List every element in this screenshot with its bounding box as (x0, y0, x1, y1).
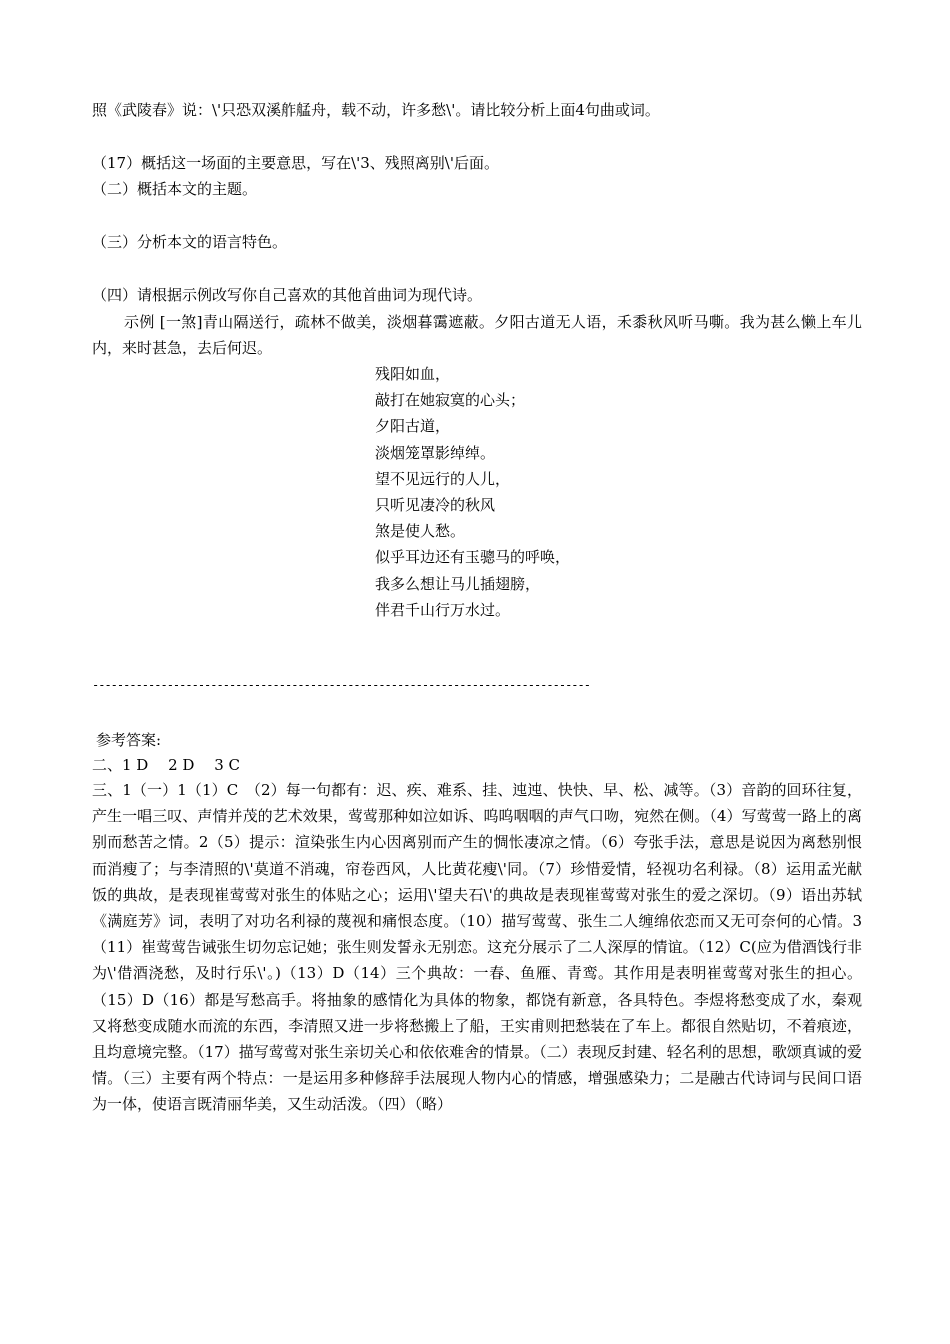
poem-line: 残阳如血， (375, 365, 451, 383)
poem-line: 淡烟笼罩影绰绰。 (375, 443, 496, 462)
question-2: （二）概括本文的主题。 (92, 180, 258, 198)
question-3: （三）分析本文的语言特色。 (92, 233, 288, 251)
poem-line: 煞是使人愁。 (375, 522, 466, 541)
separator-line: -------------------------------------------------------------------------------- (92, 678, 590, 692)
answers-part-3: 三、1（一）1（1）C （2）每一句都有：迟、疾、难系、挂、迍迍、快快、早、松、减等。（3）音韵的回环往复，产生一唱三叹、声情并茂的艺术效果，莺莺那种如泣如诉、呜呜咽咽的声气口吻，宛然在侧。（4）写莺莺一路上的离别而愁苦之情。2（5）提示：渲染张生内心因离别而产生的惆怅凄凉之情。（6）夸张手法，意思是说因为离愁别恨而消瘦了；与李清照的\'莫道不消魂，帘卷西风，人比黄花瘦\'同。（7）珍惜爱情，轻视功名利禄。（8）运用孟光献饭的典故，是表现崔莺莺对张生的体贴之心；运用\'望夫石\'的典故是表现崔莺莺对张生的爱之深切。（9）语出苏轼《满庭芳》词，表明了对功名利禄的蔑视和痛恨态度。（10）描写莺莺、张生二人缠绵依恋而又无可奈何的心情。3（11）崔莺莺告诫张生切勿忘记她；张生则发誓永无别恋。这充分展示了二人深厚的情谊。（12）C(应为借酒饯行非为\'借酒浇愁，及时行乐\'。)（13）D（14）三个典故：一春、鱼雁、青鸾。其作用是表明崔莺莺对张生的担心。（15）D（16）都是写愁高手。将抽象的感情化为具体的物象，都饶有新意，各具特色。李煜将愁变成了水，秦观又将愁变成随水而流的东西，李清照又进一步将愁搬上了船，王实甫则把愁装在了车上。都很自然贴切，不着痕迹，且均意境完整。（17）描写莺莺对张生亲切关心和依依难舍的情景。（二）表现反封建、轻名利的思想，歌颂真诚的爱情。（三）主要有两个特点：一是运用多种修辞手法展现人物内心的情感，增强感染力；二是融古代诗词与民间口语为一体，使语言既清丽华美，又生动活泼。（四）（略） (92, 781, 862, 1114)
example-paragraph: 示例 [一煞]青山隔送行，疏林不做美，淡烟暮霭遮蔽。夕阳古道无人语，禾黍秋风听马嘶。我为甚么懒上车儿内，来时甚急，去后何迟。 (92, 313, 862, 358)
poem-line: 望不见远行的人儿， (375, 469, 511, 488)
poem-line: 夕阳古道， (375, 417, 451, 436)
poem-line: 伴君千山行万水过。 (375, 600, 511, 619)
poem-line: 我多么想让马儿插翅膀， (375, 574, 541, 593)
poem (375, 364, 570, 626)
poem-line: 敲打在她寂寞的心头； (375, 391, 526, 410)
answers-heading: 参考答案: (96, 731, 162, 749)
poem-line: 只听见凄冷的秋风 (375, 495, 496, 514)
question-17: （17）概括这一场面的主要意思，写在\'3、残照离别\'后面。 (92, 154, 499, 172)
answers-part-2: 二、1 D 2 D 3 C (92, 756, 241, 774)
question-4: （四）请根据示例改写你自己喜欢的其他首曲词为现代诗。 (92, 286, 483, 304)
poem-line: 似乎耳边还有玉骢马的呼唤， (375, 548, 571, 567)
question-line-1: 照《武陵春》说：\'只恐双溪舴艋舟，载不动，许多愁\'。请比较分析上面4句曲或词。 (92, 101, 660, 119)
